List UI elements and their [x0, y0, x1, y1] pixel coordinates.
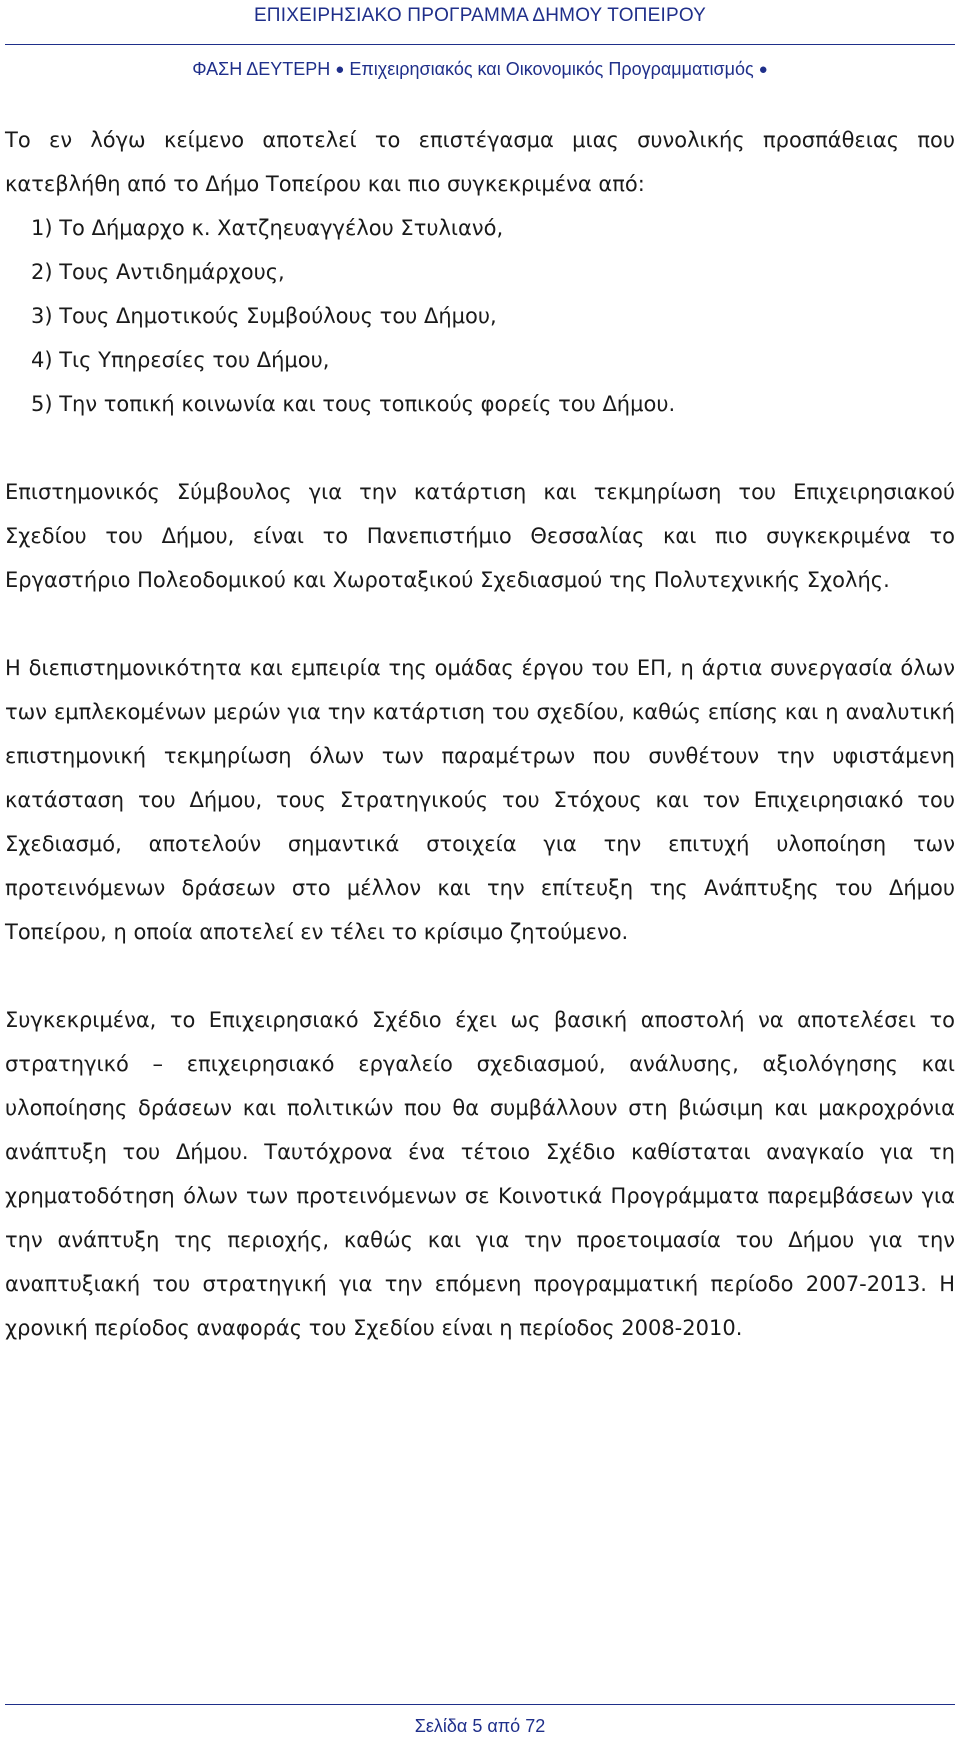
- spacer: [5, 602, 955, 646]
- header-divider: [5, 44, 955, 45]
- subtitle-label: Επιχειρησιακός και Οικονομικός Προγραμματισμός: [349, 59, 754, 79]
- document-body: [5, 118, 955, 1350]
- spacer: [5, 426, 955, 470]
- spacer: [5, 954, 955, 998]
- advisor-paragraph: Επιστημονικός Σύμβουλος για την κατάρτιση και τεκμηρίωση του Επιχειρησιακού Σχεδίου του Δήμου, είναι το Πανεπιστήμιο Θεσσαλίας και πιο συγκεκριμένα το Εργαστήριο Πολεοδομικού και Χωροταξικού Σχεδιασμού της Πολυτεχνικής Σχολής.: [5, 480, 955, 592]
- intro-paragraph: Το εν λόγω κείμενο αποτελεί το επιστέγασμα μιας συνολικής προσπάθειας που κατεβλήθη από το Δήμο Τοπείρου και πιο συγκεκριμένα από:: [5, 128, 955, 196]
- bullet-icon: ●: [335, 61, 345, 78]
- team-paragraph: Η διεπιστημονικότητα και εμπειρία της ομάδας έργου του ΕΠ, η άρτια συνεργασία όλων των εμπλεκομένων μερών για την κατάρτιση του σχεδίου, καθώς επίσης και η αναλυτική επιστημονική τεκμηρίωση όλων των παραμέτρων που συνθέτουν την υφιστάμενη κατάσταση του Δήμου, τους Στρατηγικούς του Στόχους και τον Επιχειρησιακό του Σχεδιασμό, αποτελούν σημαντικά στοιχεία για την επιτυχή υλοποίηση των προτεινόμενων δράσεων στο μέλλον και την επίτευξη της Ανάπτυξης του Δήμου Τοπείρου, η οποία αποτελεί εν τέλει το κρίσιμο ζητούμενο.: [5, 656, 955, 944]
- page-number: Σελίδα 5 από 72: [414, 1716, 546, 1736]
- list-item: 2) Τους Αντιδημάρχους,: [31, 260, 285, 284]
- document-title: ΕΠΙΧΕΙΡΗΣΙΑΚΟ ΠΡΟΓΡΑΜΜΑ ΔΗΜΟΥ ΤΟΠΕΙΡΟΥ: [253, 5, 707, 26]
- list-item: 4) Τις Υπηρεσίες του Δήμου,: [31, 348, 330, 372]
- list-item: 1) Το Δήμαρχο κ. Χατζηευαγγέλου Στυλιανό,: [31, 216, 504, 240]
- footer-divider: [5, 1704, 955, 1705]
- list-item: 3) Τους Δημοτικούς Συμβούλους του Δήμου,: [31, 304, 497, 328]
- contributors-list: [5, 206, 955, 426]
- phase-label: ΦΑΣΗ ΔΕΥΤΕΡΗ: [192, 59, 331, 79]
- list-item: 5) Την τοπική κοινωνία και τους τοπικούς φορείς του Δήμου.: [31, 392, 676, 416]
- document-subtitle: [0, 59, 960, 80]
- purpose-paragraph: Συγκεκριμένα, το Επιχειρησιακό Σχέδιο έχει ως βασική αποστολή να αποτελέσει το στρατηγικό – επιχειρησιακό εργαλείο σχεδιασμού, ανάλυσης, αξιολόγησης και υλοποίησης δράσεων και πολιτικών που θα συμβάλλουν στη βιώσιμη και μακροχρόνια ανάπτυξη του Δήμου. Ταυτόχρονα ένα τέτοιο Σχέδιο καθίσταται αναγκαίο για τη χρηματοδότηση όλων των προτεινόμενων σε Κοινοτικά Προγράμματα παρεμβάσεων για την ανάπτυξη της περιοχής, καθώς και για την προετοιμασία του Δήμου για την αναπτυξιακή του στρατηγική για την επόμενη προγραμματική περίοδο 2007-2013. Η χρονική περίοδος αναφοράς του Σχεδίου είναι η περίοδος 2008-2010.: [5, 1008, 955, 1340]
- bullet-icon: ●: [758, 61, 768, 78]
